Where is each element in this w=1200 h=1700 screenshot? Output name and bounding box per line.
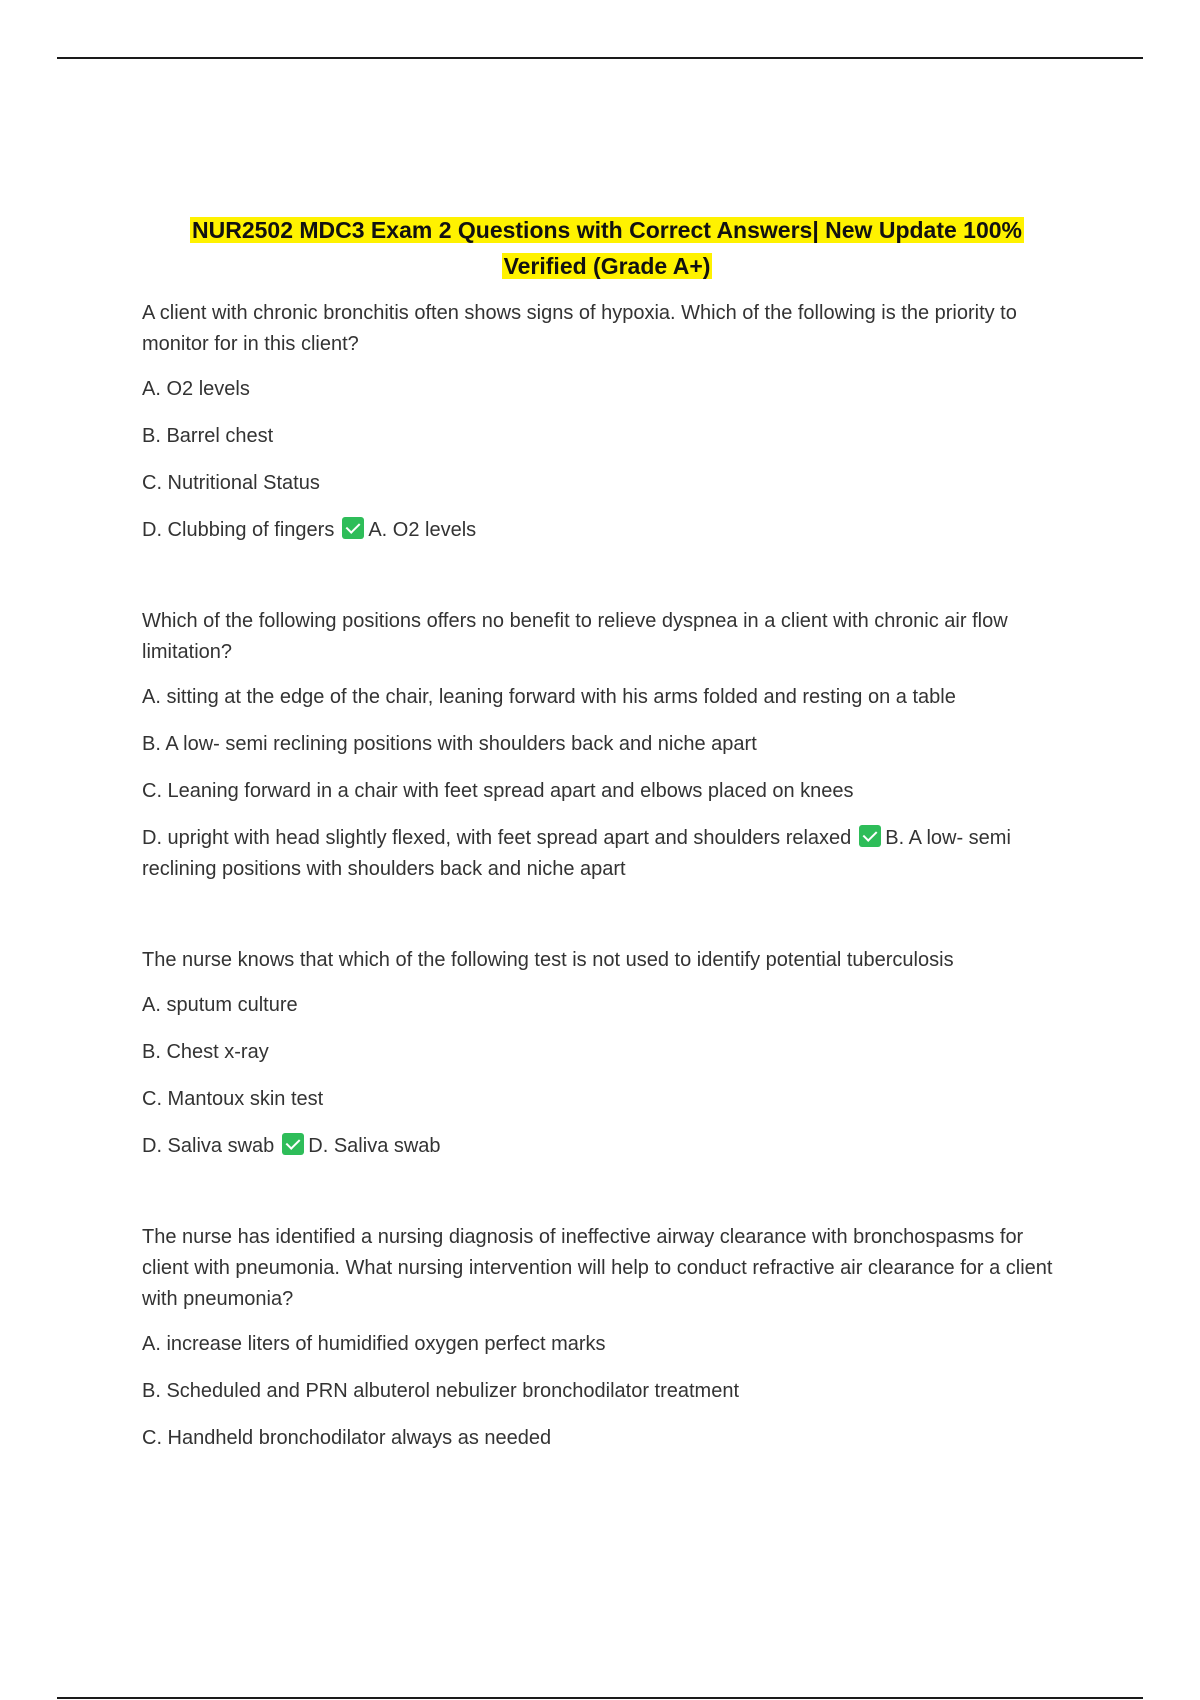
option-c: C. Leaning forward in a chair with feet spread apart and elbows placed on knees <box>142 780 854 802</box>
option-c: C. Nutritional Status <box>142 472 320 494</box>
question-text: The nurse knows that which of the following test is not used to identify potential tuberculosis <box>142 949 954 971</box>
option-b: B. Chest x-ray <box>142 1041 269 1063</box>
question-text: Which of the following positions offers no benefit to relieve dyspnea in a client with chronic air flow limitation? <box>142 610 1008 663</box>
option-d: D. upright with head slightly flexed, with feet spread apart and shoulders relaxed <box>142 827 852 849</box>
question-block <box>142 945 1072 1162</box>
question-text: The nurse has identified a nursing diagnosis of ineffective airway clearance with bronchospasms for client with pneumonia. What nursing intervention will help to conduct refractive air clearance for a client with pneumonia? <box>142 1226 1053 1310</box>
option-a: A. increase liters of humidified oxygen perfect marks <box>142 1333 606 1355</box>
option-d-with-answer <box>142 823 1072 885</box>
option-c: C. Handheld bronchodilator always as needed <box>142 1427 552 1449</box>
document-body <box>142 212 1072 1514</box>
question-block <box>142 1222 1072 1454</box>
check-box-icon <box>859 825 881 847</box>
option-b: B. A low- semi reclining positions with shoulders back and niche apart <box>142 733 757 755</box>
option-b: B. Scheduled and PRN albuterol nebulizer bronchodilator treatment <box>142 1380 740 1402</box>
question-text: A client with chronic bronchitis often shows signs of hypoxia. Which of the following is the priority to monitor for in this client? <box>142 302 1017 355</box>
option-d: D. Clubbing of fingers <box>142 519 335 541</box>
correct-answer: D. Saliva swab <box>308 1135 441 1157</box>
option-d-with-answer <box>142 1131 1072 1162</box>
check-box-icon <box>282 1133 304 1155</box>
question-block <box>142 606 1072 885</box>
option-b: B. Barrel chest <box>142 425 274 447</box>
option-a: A. O2 levels <box>142 378 250 400</box>
correct-answer: B. A low- semi reclining positions with shoulders back and niche apart <box>142 827 1011 880</box>
correct-answer: A. O2 levels <box>368 519 477 541</box>
document-title: NUR2502 MDC3 Exam 2 Questions with Correct Answers| New Update 100% Verified (Grade A+) <box>191 217 1022 279</box>
question-block <box>142 298 1072 546</box>
option-d: D. Saliva swab <box>142 1135 275 1157</box>
bottom-divider <box>57 1697 1143 1699</box>
option-c: C. Mantoux skin test <box>142 1088 324 1110</box>
top-divider <box>57 57 1143 59</box>
option-a: A. sputum culture <box>142 994 298 1016</box>
option-d-with-answer <box>142 515 1072 546</box>
check-box-icon <box>342 517 364 539</box>
option-a: A. sitting at the edge of the chair, leaning forward with his arms folded and resting on a table <box>142 686 956 708</box>
